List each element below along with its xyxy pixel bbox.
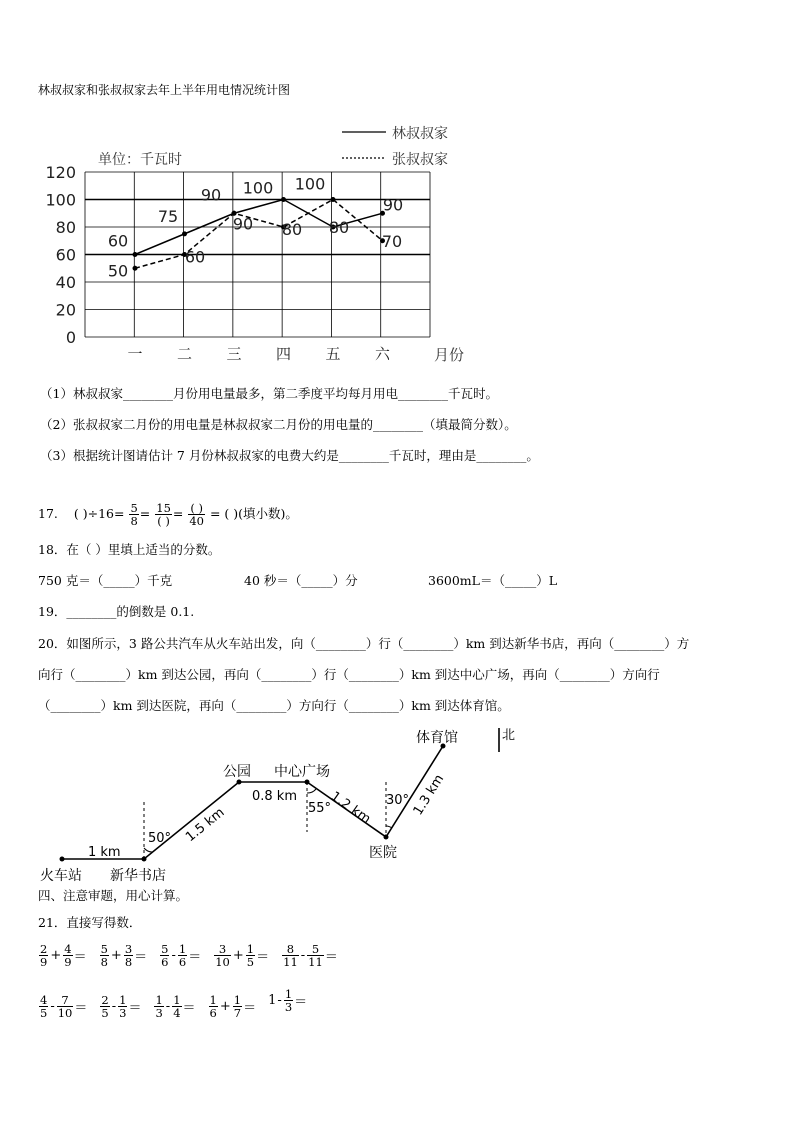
- dist-5: 1.3 km: [410, 772, 448, 819]
- center-label: 中心广场: [274, 764, 330, 780]
- x-tick-label: 一: [127, 345, 143, 363]
- y-tick-label: 120: [45, 163, 76, 182]
- fraction: $\frac{2}{9}$: [40, 942, 48, 969]
- calc-item: $\frac{5}{8}$ + $\frac{3}{8}$ ＝: [100, 942, 148, 969]
- unit-label: 单位：千瓦时: [98, 152, 182, 168]
- calc-item: $\frac{8}{11}$ - $\frac{5}{11}$ ＝: [283, 942, 338, 969]
- data-point: [133, 252, 138, 257]
- data-label-zhang: 60: [184, 247, 206, 267]
- x-tick-label: 五: [325, 345, 341, 363]
- angle-1: 50°: [148, 831, 172, 846]
- angle-3: 30°: [386, 793, 410, 808]
- q17-eq: =: [172, 506, 184, 521]
- x-tick-label: 三: [226, 345, 242, 363]
- data-label-zhang: 50: [107, 261, 129, 281]
- data-label-lin: 80: [328, 218, 350, 237]
- y-tick-label: 20: [55, 300, 76, 320]
- data-point: [331, 197, 336, 202]
- park-label: 公园: [223, 764, 251, 780]
- data-label-zhang: 100: [294, 174, 326, 194]
- fraction: $\frac{7}{10}$: [57, 993, 73, 1020]
- fraction: $\frac{5}{8}$: [100, 942, 108, 969]
- q20-line3: （________）km 到达医院，再向（________）方向行（________）km 到达体育馆。: [38, 698, 510, 713]
- x-tick-label: 二: [176, 345, 193, 363]
- angle-arc-2: [307, 789, 316, 793]
- q20-line1: 20．如图所示，3 路公共汽车从火车站出发，向（________）行（________）km 到达新华书店，再向（________）方: [38, 636, 690, 651]
- park-dot: [237, 780, 242, 785]
- data-label-zhang: 70: [381, 231, 403, 251]
- stadium-label: 体育馆: [416, 730, 458, 746]
- dist-4: 1.2 km: [327, 788, 374, 828]
- y-tick-label: 0: [65, 328, 76, 347]
- north-label: 北: [502, 728, 516, 743]
- hospital-dot: [384, 835, 389, 840]
- q17-fraction-1: $\frac{5}{8}$: [130, 501, 138, 528]
- fraction: $\frac{1}{3}$: [155, 993, 163, 1020]
- q17-number: 17.: [38, 506, 58, 521]
- hospital-label: 医院: [369, 845, 397, 861]
- data-label-lin: 75: [157, 206, 179, 226]
- q17-eq: =: [139, 506, 151, 521]
- data-label-zhang: 80: [281, 220, 303, 239]
- data-point: [133, 266, 138, 271]
- calc-item: $\frac{2}{9}$ + $\frac{4}{9}$ ＝: [40, 942, 87, 969]
- fraction: $\frac{1}{3}$: [284, 987, 293, 1014]
- q18-c: 3600mL＝（_____）L: [428, 573, 558, 588]
- line-chart: [0, 110, 794, 490]
- data-label-zhang: 90: [232, 214, 254, 234]
- legend-label: 张叔叔家: [392, 152, 448, 168]
- q16-part3: （3）根据统计图请估计 7 月份林叔叔家的电费大约是________千瓦时，理由是________。: [40, 448, 539, 463]
- q19: 19．________的倒数是 0.1.: [38, 604, 195, 619]
- fraction: $\frac{1}{3}$: [119, 993, 127, 1020]
- station-dot: [60, 857, 65, 862]
- x-axis-label: 月份: [434, 346, 465, 364]
- fraction: $\frac{3}{10}$: [215, 942, 230, 969]
- q16-part2: （2）张叔叔家二月份的用电量是林叔叔家二月份的用电量的________（填最简分数）。: [40, 417, 517, 432]
- data-label-lin: 100: [242, 178, 274, 198]
- q18-a: 750 克＝（_____）千克: [38, 573, 173, 588]
- dist-1: 1 km: [88, 845, 121, 860]
- data-label-lin: 90: [382, 195, 404, 215]
- y-tick-label: 100: [45, 190, 76, 210]
- chart-title: 林叔叔家和张叔叔家去年上半年用电情况统计图: [38, 83, 291, 97]
- q18-b: 40 秒＝（_____）分: [244, 573, 358, 588]
- angle-arc-3: [386, 826, 392, 828]
- fraction: $\frac{1}{5}$: [246, 942, 255, 969]
- bookstore-dot: [142, 857, 147, 862]
- angle-arc-1: [144, 848, 152, 852]
- fraction: $\frac{1}{4}$: [173, 993, 181, 1020]
- fraction: $\frac{5}{6}$: [161, 942, 169, 969]
- q17-fraction-3: $\frac{( )}{40}$: [189, 501, 204, 528]
- fraction: $\frac{4}{5}$: [40, 993, 48, 1020]
- calc-row-1: [38, 942, 350, 968]
- data-point: [182, 231, 187, 236]
- calc-item: $\frac{1}{3}$ - $\frac{1}{4}$ ＝: [155, 993, 196, 1020]
- x-tick-label: 六: [374, 345, 391, 363]
- bookstore-label: 新华书店: [110, 868, 166, 884]
- calc-item: $\frac{1}{6}$ + $\frac{1}{7}$ ＝: [209, 993, 257, 1020]
- calc-row-2: [38, 988, 319, 1019]
- data-label-lin: 60: [107, 231, 129, 251]
- q21-title: 21．直接写得数．: [38, 915, 142, 930]
- q18-title: 18．在（ ）里填上适当的分数。: [38, 542, 221, 557]
- calc-item: $\frac{3}{10}$ + $\frac{1}{5}$ ＝: [215, 942, 270, 969]
- calc-item: $\frac{4}{5}$ - $\frac{7}{10}$ ＝: [40, 993, 88, 1020]
- center-dot: [305, 780, 310, 785]
- dist-3: 0.8 km: [252, 789, 297, 804]
- q16-part1: （1）林叔叔家________月份用电量最多，第二季度平均每月用电________千瓦时。: [40, 386, 498, 401]
- fraction: $\frac{2}{5}$: [101, 993, 109, 1020]
- fraction: $\frac{3}{8}$: [124, 942, 133, 969]
- y-tick-label: 60: [55, 245, 76, 265]
- q17-part1: ( )÷16=: [73, 506, 125, 521]
- fraction: $\frac{1}{7}$: [233, 993, 242, 1020]
- station-label: 火车站: [40, 868, 82, 884]
- fraction: $\frac{4}{9}$: [64, 942, 72, 969]
- y-tick-label: 80: [55, 218, 76, 237]
- fraction: $\frac{1}{6}$: [209, 993, 217, 1020]
- dist-2: 1.5 km: [183, 805, 228, 846]
- legend-label: 林叔叔家: [392, 126, 448, 142]
- fraction: $\frac{1}{6}$: [178, 942, 187, 969]
- section-4-title: 四、注意审题，用心计算。: [38, 888, 189, 903]
- q17-part2: = ( )(填小数)。: [209, 506, 298, 521]
- calc-item: $\frac{2}{5}$ - $\frac{1}{3}$ ＝: [101, 993, 142, 1020]
- q17-fraction-2: $\frac{15}{( )}$: [156, 501, 171, 528]
- q17: [38, 492, 298, 536]
- x-tick-label: 四: [275, 345, 292, 363]
- data-label-lin: 90: [200, 185, 222, 205]
- fraction: $\frac{5}{11}$: [308, 942, 323, 969]
- route-map: [0, 720, 794, 890]
- angle-2: 55°: [308, 801, 332, 816]
- q20-line2: 向行（________）km 到达公园，再向（________）行（________）km 到达中心广场，再向（________）方向行: [38, 667, 660, 682]
- fraction: $\frac{8}{11}$: [283, 942, 298, 969]
- calc-item: $\frac{5}{6}$ - $\frac{1}{6}$ ＝: [161, 942, 202, 969]
- data-point: [281, 197, 286, 202]
- calc-item: 1 - $\frac{1}{3}$ ＝: [268, 987, 308, 1014]
- y-tick-label: 40: [55, 273, 76, 292]
